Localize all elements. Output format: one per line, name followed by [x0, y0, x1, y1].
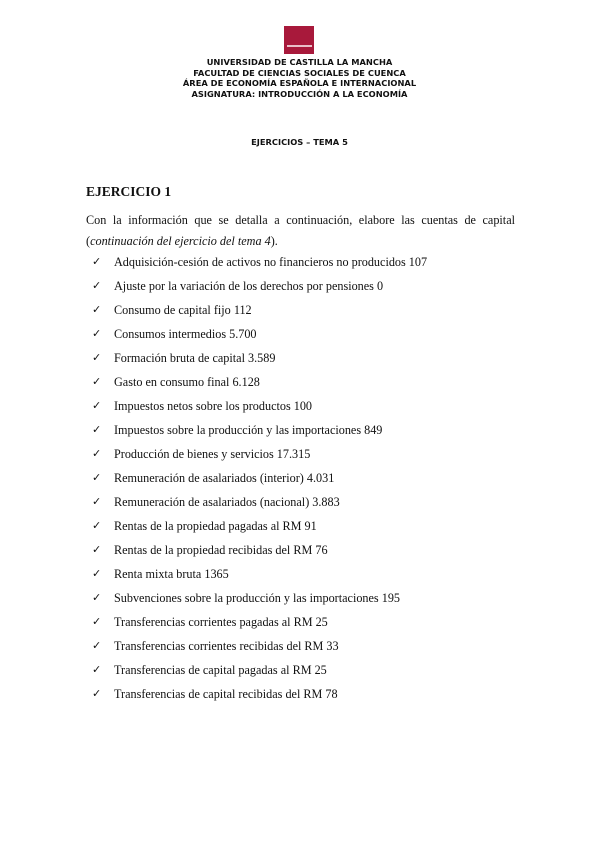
checkmark-icon: ✓ [92, 447, 102, 460]
checkmark-icon: ✓ [92, 687, 102, 700]
checkmark-icon: ✓ [92, 591, 102, 604]
list-item [92, 253, 427, 277]
list-item [92, 541, 427, 565]
checkmark-icon: ✓ [92, 519, 102, 532]
checkmark-icon: ✓ [92, 639, 102, 652]
list-item [92, 589, 427, 613]
logo-wordmark [287, 45, 312, 47]
checkmark-icon: ✓ [92, 279, 102, 292]
list-item-label: Adquisición-cesión de activos no financieros no producidos 107 [114, 255, 428, 269]
list-item-label: Gasto en consumo final 6.128 [114, 375, 260, 389]
intro-close-paren: ). [270, 234, 278, 248]
list-item-label: Transferencias de capital pagadas al RM 25 [114, 663, 327, 677]
list-item [92, 517, 427, 541]
list-item [92, 445, 427, 469]
list-item [92, 421, 427, 445]
list-item [92, 469, 427, 493]
checkmark-icon: ✓ [92, 543, 102, 556]
list-item-label: Rentas de la propiedad recibidas del RM 76 [114, 543, 328, 557]
list-item-label: Impuestos netos sobre los productos 100 [114, 399, 313, 413]
list-item [92, 493, 427, 517]
header-university: UNIVERSIDAD DE CASTILLA LA MANCHA [206, 57, 393, 67]
list-item [92, 565, 427, 589]
items-list [92, 253, 427, 709]
header-faculty: FACULTAD DE CIENCIAS SOCIALES DE CUENCA [193, 67, 406, 78]
list-item [92, 325, 427, 349]
list-item-label: Consumo de capital fijo 112 [114, 303, 252, 317]
list-item-label: Ajuste por la variación de los derechos por pensiones 0 [114, 279, 384, 293]
list-item [92, 373, 427, 397]
list-item-label: Formación bruta de capital 3.589 [114, 351, 276, 365]
checkmark-icon: ✓ [92, 663, 102, 676]
checkmark-icon: ✓ [92, 495, 102, 508]
list-item-label: Transferencias corrientes recibidas del RM 33 [114, 639, 339, 653]
checkmark-icon: ✓ [92, 567, 102, 580]
list-item-label: Subvenciones sobre la producción y las importaciones 195 [114, 591, 401, 605]
list-item-label: Transferencias corrientes pagadas al RM 25 [114, 615, 328, 629]
exercise-title: EJERCICIO 1 [86, 184, 172, 199]
list-item [92, 397, 427, 421]
list-item-label: Remuneración de asalariados (nacional) 3.883 [114, 495, 340, 509]
list-item-label: Renta mixta bruta 1365 [114, 567, 229, 581]
list-item [92, 637, 427, 661]
list-item-label: Consumos intermedios 5.700 [114, 327, 257, 341]
checkmark-icon: ✓ [92, 615, 102, 628]
list-item-label: Rentas de la propiedad pagadas al RM 91 [114, 519, 317, 533]
list-item-label: Remuneración de asalariados (interior) 4.031 [114, 471, 335, 485]
list-item [92, 613, 427, 637]
intro-line-1: Con la información que se detalla a continuación, elabore las cuentas de capital [86, 213, 515, 227]
checkmark-icon: ✓ [92, 303, 102, 316]
list-item [92, 349, 427, 373]
list-item-label: Transferencias de capital recibidas del RM 78 [114, 687, 338, 701]
exercise-intro [86, 210, 515, 252]
intro-italic-note: continuación del ejercicio del tema 4 [90, 234, 271, 248]
university-logo [284, 26, 314, 54]
list-item-label: Producción de bienes y servicios 17.315 [114, 447, 311, 461]
header-area: ÁREA DE ECONOMÍA ESPAÑOLA E INTERNACIONAL [182, 78, 417, 88]
header-subject: ASIGNATURA: INTRODUCCIÓN A LA ECONOMÍA [191, 88, 408, 99]
document-subtitle: EJERCICIOS – TEMA 5 [251, 137, 348, 147]
list-item [92, 685, 427, 709]
document-header [0, 57, 599, 99]
list-item-label: Impuestos sobre la producción y las importaciones 849 [114, 423, 383, 437]
list-item [92, 661, 427, 685]
intro-open-paren: ( [86, 234, 91, 248]
checkmark-icon: ✓ [92, 471, 102, 484]
checkmark-icon: ✓ [92, 255, 102, 268]
checkmark-icon: ✓ [92, 423, 102, 436]
checkmark-icon: ✓ [92, 375, 102, 388]
checkmark-icon: ✓ [92, 351, 102, 364]
checkmark-icon: ✓ [92, 399, 102, 412]
list-item [92, 301, 427, 325]
list-item [92, 277, 427, 301]
checkmark-icon: ✓ [92, 327, 102, 340]
intro-line-2 [86, 231, 515, 252]
